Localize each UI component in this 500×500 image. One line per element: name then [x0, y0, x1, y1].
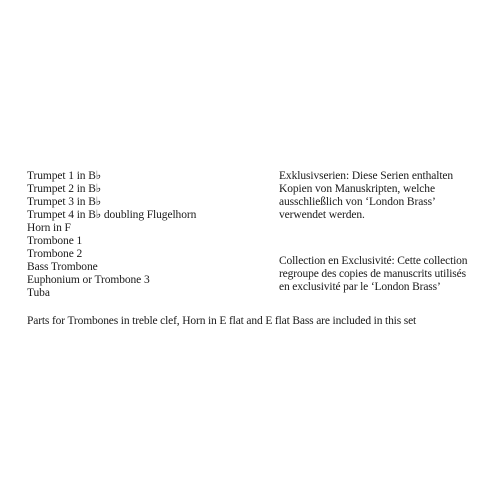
- german-note-line: Exklusivserien: Diese Serien enthalten: [279, 170, 454, 182]
- german-note-line: ausschließlich von ‘London Brass’: [279, 196, 436, 208]
- instrument-item: Trombone 2: [27, 248, 83, 260]
- instrument-item: Tuba: [27, 287, 50, 299]
- instrument-item: Trumpet 1 in B♭: [27, 170, 102, 182]
- french-note-line: en exclusivité par le ‘London Brass’: [279, 281, 441, 293]
- french-exclusive-note: [279, 255, 489, 294]
- german-exclusive-note: [279, 170, 484, 222]
- german-note-line: verwendet werden.: [279, 209, 365, 221]
- instrument-list: [27, 170, 262, 300]
- instrument-item: Trombone 1: [27, 235, 83, 247]
- instrument-item: Trumpet 2 in B♭: [27, 183, 102, 195]
- instrument-item: Euphonium or Trombone 3: [27, 274, 150, 286]
- instrument-item: Trumpet 3 in B♭: [27, 196, 102, 208]
- instrument-item: Bass Trombone: [27, 261, 98, 273]
- german-note-line: Kopien von Manuskripten, welche: [279, 183, 435, 195]
- instrument-item: Horn in F: [27, 222, 71, 234]
- french-note-line: Collection en Exclusivité: Cette collection: [279, 255, 468, 267]
- instrument-item: Trumpet 4 in B♭ doubling Flugelhorn: [27, 209, 197, 221]
- included-parts-note: Parts for Trombones in treble clef, Horn in E flat and E flat Bass are included in this set: [27, 315, 417, 327]
- french-note-line: regroupe des copies de manuscrits utilisés: [279, 268, 466, 280]
